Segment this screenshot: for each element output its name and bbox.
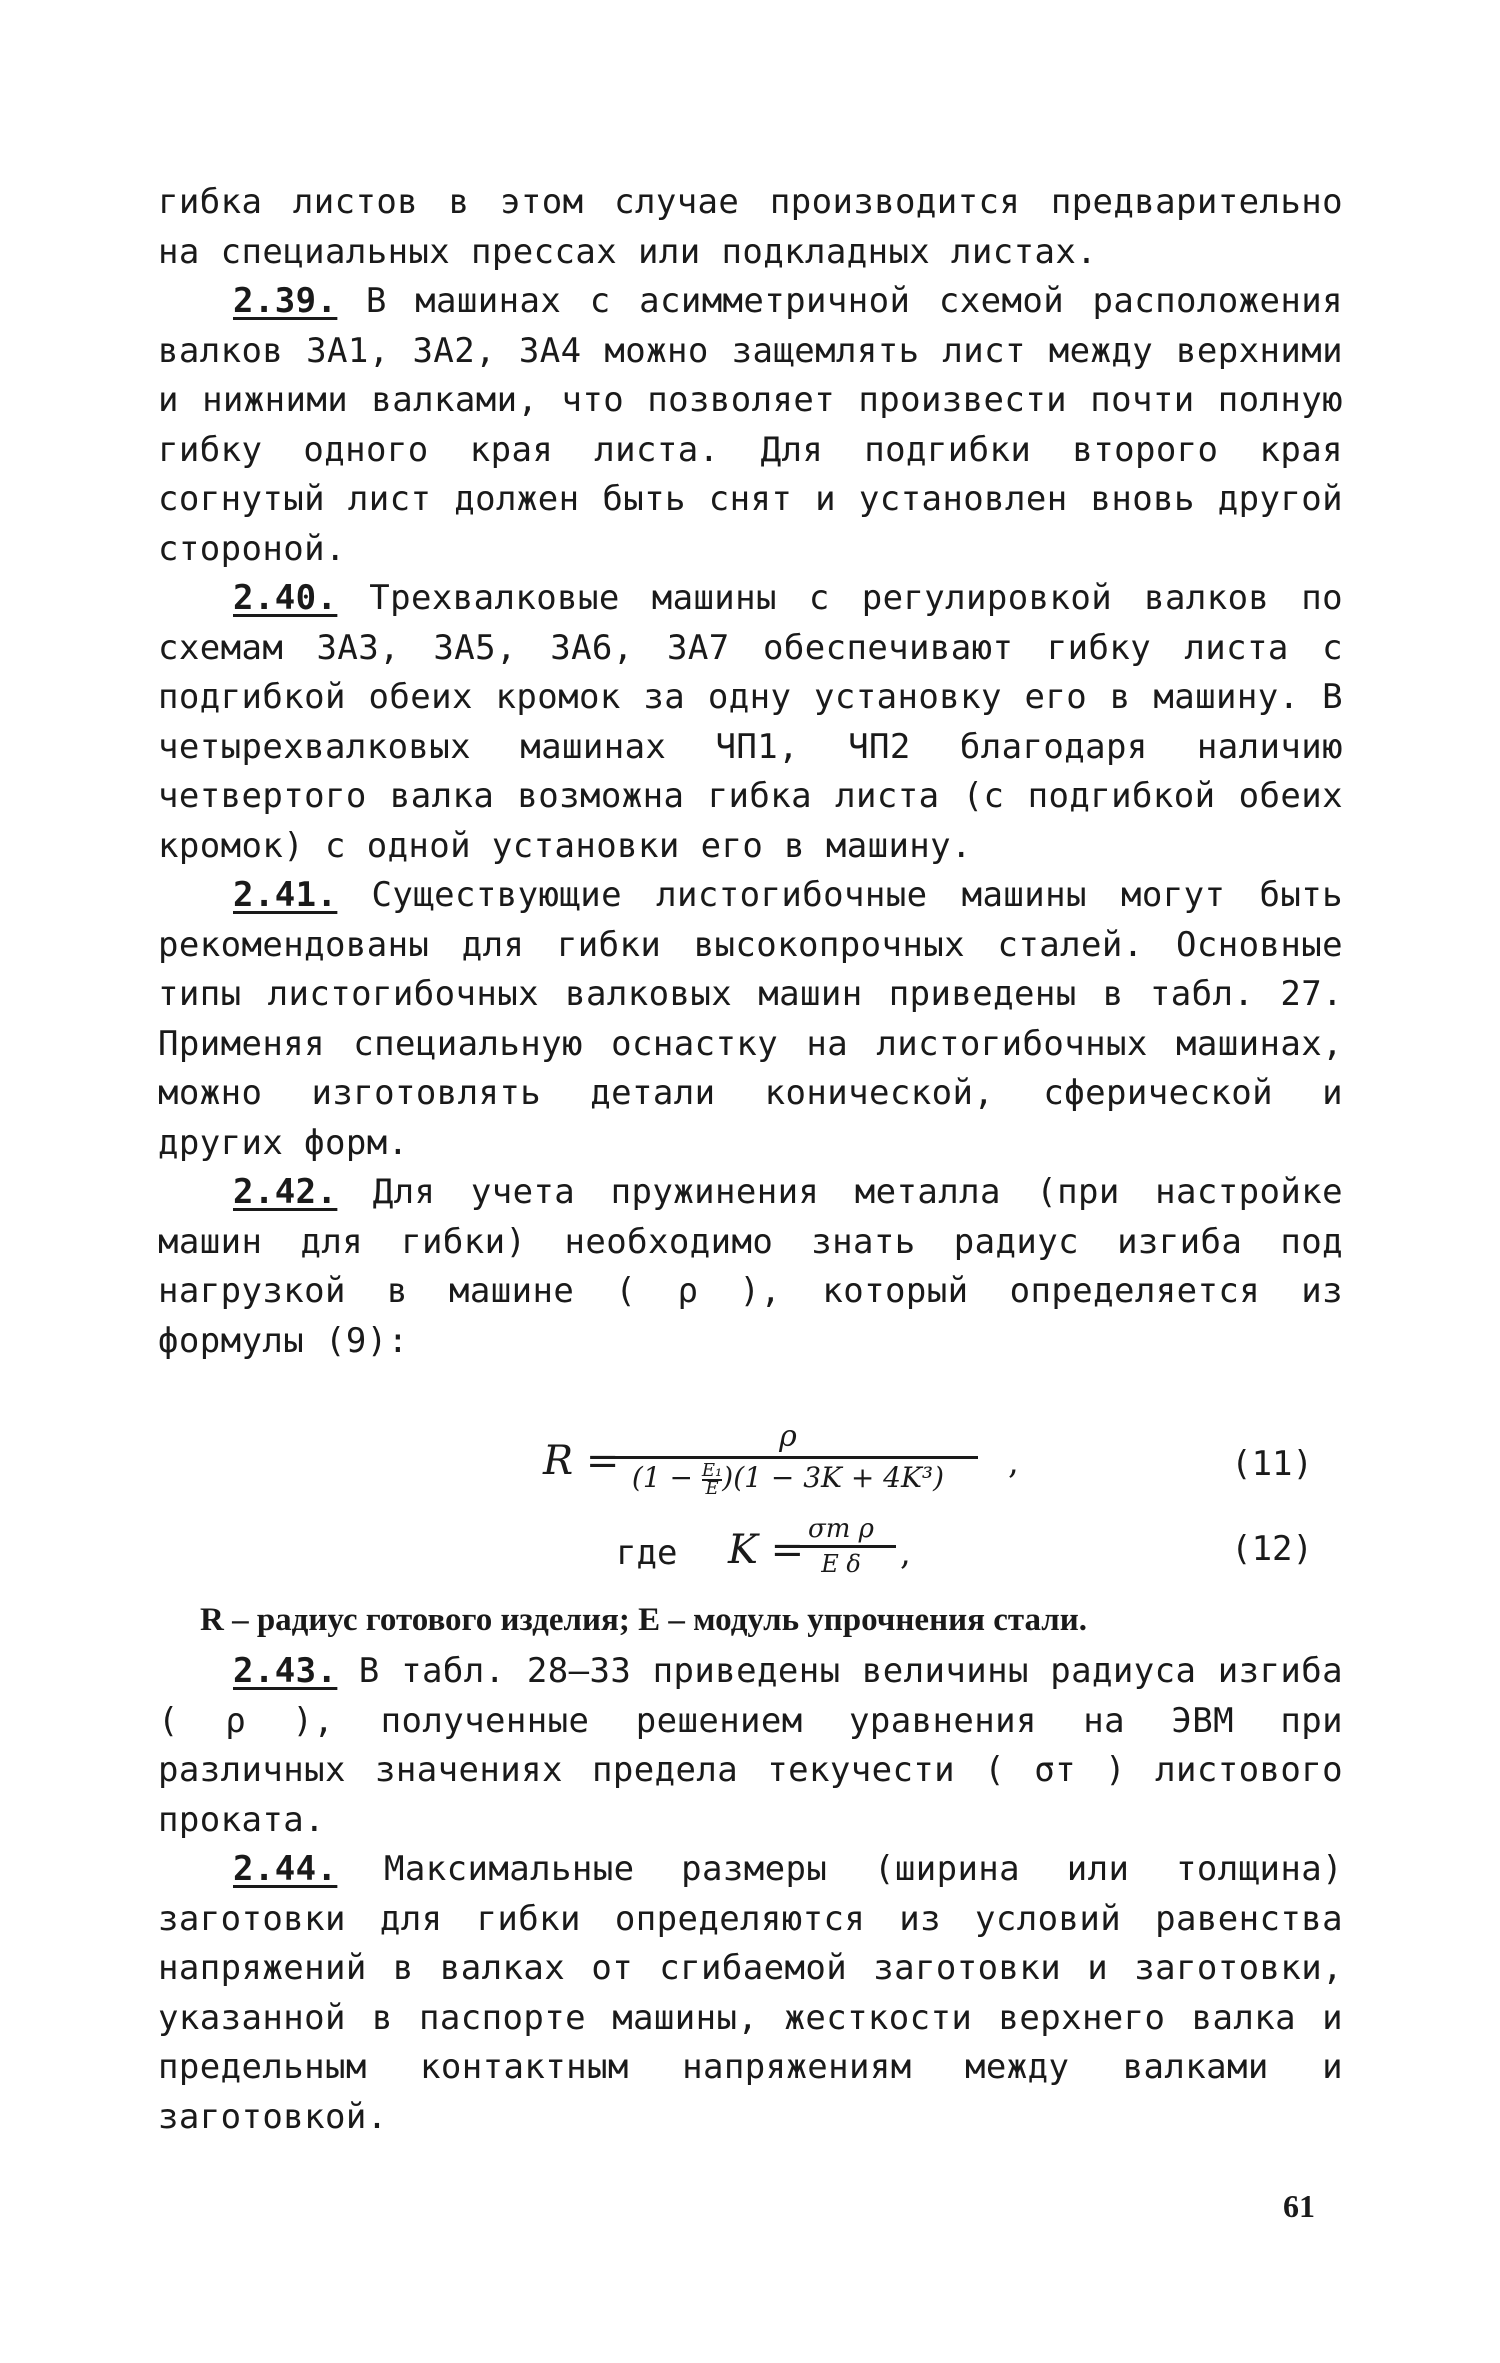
formula-denominator: E δ [821,1550,861,1578]
equation-number: (12) [1231,1529,1313,1569]
paragraph-number: 2.39. [233,281,338,321]
top-text-block [158,178,1343,1366]
formula-where: где [616,1533,678,1573]
paragraph-text: Трехвалковые машины с регулировкой валков по схемам 3А3, 3А5, 3А6, 3А7 обеспечивают гибку листа с подгибкой обеих кромок за одну установку его в машину. В четырехвалковых машинах ЧП1, ЧП2 благодаря наличию четвертого валка возможна гибка листа (с подгибкой обеих кромок) с одной установки его в машину. [158,578,1343,866]
equation-number: (11) [1231,1444,1313,1484]
paragraph-2-42 [158,1168,1343,1366]
formula-lhs: R = [543,1438,620,1484]
inner-numerator: E₁ [701,1459,723,1481]
paragraph-2-44 [158,1845,1343,2142]
formula-comma: , [1008,1442,1019,1482]
paragraph-2-41 [158,871,1343,1168]
paragraph-number: 2.41. [233,875,338,915]
formula-comma: , [900,1533,911,1573]
paragraph-text: Существующие листогибочные машины могут быть рекомендованы для гибки высокопрочных сталей. Основные типы листогибочных валковых машин приведены в табл. 27. Применяя специальную оснастку на листогибочных машинах, можно изготовлять детали конической, сферической и других форм. [158,875,1343,1163]
denominator-part: )(1 − 3K + 4K³) [722,1461,945,1494]
paragraph-number: 2.42. [233,1172,338,1212]
formula-fraction [786,1515,896,1578]
paragraph-2-39 [158,277,1343,574]
formula-numerator: σт ρ [786,1515,896,1548]
formula-legend: R – радиус готового изделия; E – модуль упрочнения стали. [200,1602,1088,1638]
formula-fraction [598,1420,978,1497]
formula-11 [158,1420,1343,1510]
paragraph-number: 2.44. [233,1849,338,1889]
formula-numerator: ρ [598,1420,978,1459]
paragraph-text: В машинах с асимметричной схемой расположения валков 3А1, 3А2, 3А4 можно защемлять лист между верхними и нижними валками, что позволяет произвести почти полную гибку одного края листа. Для подгибки второго края согнутый лист должен быть снят и установлен вновь другой стороной. [158,281,1343,569]
denominator-part: (1 − [631,1461,702,1494]
bottom-text-block [158,1647,1343,2142]
paragraph-text: гибка листов в этом случае производится предварительно на специальных прессах или подкладных листах. [158,182,1343,272]
paragraph-text: Максимальные размеры (ширина или толщина) заготовки для гибки определяются из условий равенства напряжений в валках от сгибаемой заготовки и заготовки, указанной в паспорте машины, жесткости верхнего валка и предельным контактным напряжениям между валками и заготовкой. [158,1849,1343,2137]
inner-fraction [701,1459,723,1499]
paragraph-text: В табл. 28–33 приведены величины радиуса изгиба ( ρ ), полученные решением уравнения на ЭВМ при различных значениях предела текучести ( σт ) листового проката. [158,1651,1343,1840]
paragraph-2-43 [158,1647,1343,1845]
formula-12 [158,1515,1343,1585]
inner-denominator: E [705,1477,719,1499]
paragraph-continued [158,178,1343,277]
formula-denominator [598,1459,978,1497]
formula-lhs: K = [728,1527,805,1573]
paragraph-number: 2.40. [233,578,338,618]
page-number: 61 [1283,2188,1315,2224]
paragraph-text: Для учета пружинения металла (при настройке машин для гибки) необходимо знать радиус изгиба под нагрузкой в машине ( ρ ), который определяется из формулы (9): [158,1172,1343,1361]
paragraph-number: 2.43. [233,1651,338,1691]
paragraph-2-40 [158,574,1343,871]
